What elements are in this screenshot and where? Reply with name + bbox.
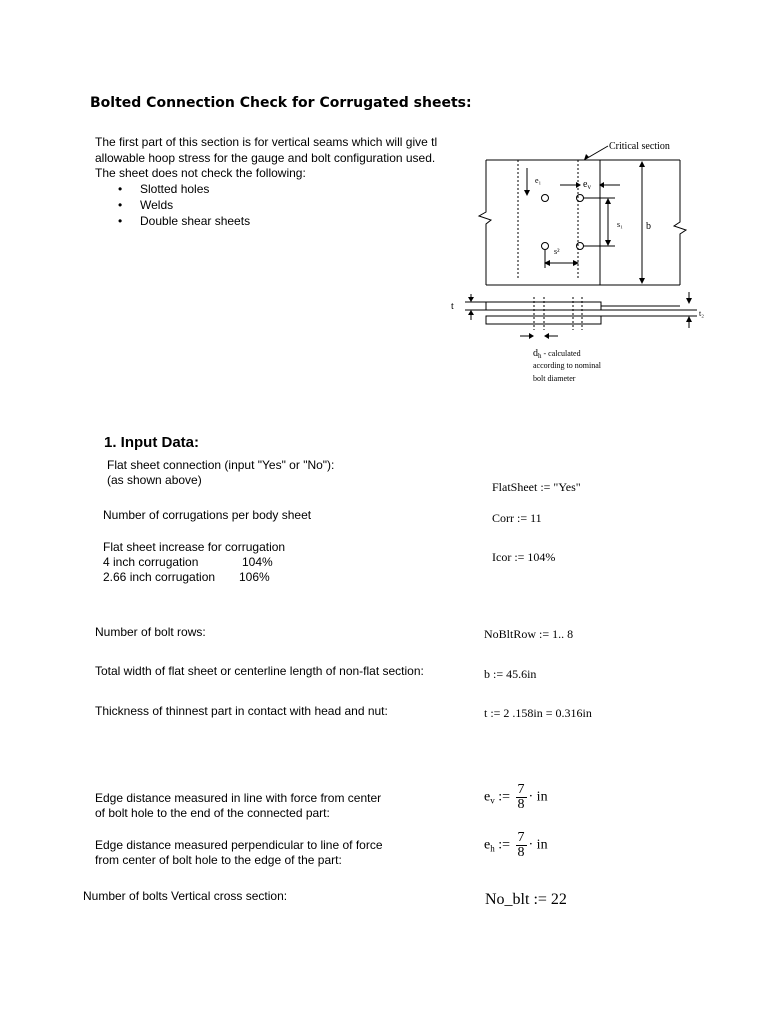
no-blt-value[interactable]: No_blt := 22 (485, 891, 567, 908)
intro-line: allowable hoop stress for the gauge and bolt configuration used. (95, 150, 436, 165)
b-label: b (646, 221, 651, 232)
critical-section-leader (584, 146, 608, 160)
icor-value[interactable]: Icor := 104% (492, 550, 556, 564)
intro-line: The first part of this section is for vertical seams which will give tl (95, 135, 438, 149)
right-break-line (674, 160, 686, 285)
critical-section-label: Critical section (609, 141, 670, 152)
eh-value[interactable]: $e_h$ := $\frac{7}{8}$ · in (484, 830, 548, 860)
bolt-hole (542, 195, 549, 202)
ev-label (95, 791, 381, 821)
left-break-line (479, 160, 491, 285)
label-line: Flat sheet connection (input "Yes" or "No"): (107, 458, 335, 472)
list-item (118, 181, 250, 197)
arrowhead-icon (529, 333, 534, 339)
thickness-label: Thickness of thinnest part in contact with head and nut: (95, 704, 388, 718)
arrowhead-icon (639, 278, 645, 284)
icor-table-row: 2.66 inch corrugation 106% (103, 570, 270, 584)
t2-label: t₂ (699, 309, 705, 318)
label-line: from center of bolt hole to the edge of the part: (95, 853, 342, 867)
icor-label (103, 540, 285, 585)
fraction: $\frac{7}{8}$ (517, 830, 525, 860)
eh-label (95, 838, 383, 868)
bolt-hole (542, 243, 549, 250)
ev-value[interactable]: $e_v$ := $\frac{7}{8}$ · in (484, 782, 548, 812)
b-value[interactable]: b := 45.6in (484, 667, 537, 681)
fraction: $\frac{7}{8}$ (517, 782, 525, 812)
bullet-icon: • (118, 182, 123, 196)
label-line: Flat sheet increase for corrugation (103, 540, 286, 554)
intro-line: The sheet does not check the following: (95, 166, 306, 180)
bullet-icon: • (118, 198, 123, 212)
label-line: Edge distance measured in line with force from center (95, 791, 382, 805)
icor-table-row: 4 inch corrugation 104% (103, 555, 273, 569)
s2-label: s² (554, 247, 560, 256)
page-title: Bolted Connection Check for Corrugated sheets: (90, 95, 472, 111)
nobltrow-value[interactable]: NoBltRow := 1.. 8 (484, 627, 574, 641)
list-item-label: Welds (140, 198, 174, 212)
arrowhead-icon (639, 161, 645, 167)
arrowhead-icon (686, 298, 692, 304)
bolt-rows-label: Number of bolt rows: (95, 625, 206, 639)
t-value[interactable]: t := 2 .158in = 0.316in (484, 706, 592, 720)
dh-note: according to nominal (533, 361, 601, 370)
arrowhead-icon (605, 240, 611, 246)
arrowhead-icon (576, 182, 581, 188)
section-heading: 1. Input Data: (104, 434, 200, 451)
ev-label: $e_v$ (583, 179, 591, 191)
intro-paragraph (95, 135, 441, 182)
flat-sheet-label (107, 458, 334, 488)
bullet-icon: • (118, 214, 123, 228)
e1-label: e₁ (535, 176, 542, 185)
dh-note: bolt diameter (533, 374, 576, 383)
list-item-label: Double shear sheets (140, 214, 251, 228)
label-line: (as shown above) (107, 473, 202, 487)
arrowhead-icon (524, 190, 530, 196)
dh-label: $d_h$ $^{- calculated}$ (533, 348, 581, 360)
t-label: t (451, 301, 454, 312)
list-item (118, 213, 250, 229)
exclusions-list (118, 181, 250, 229)
corr-value[interactable]: Corr := 11 (492, 511, 542, 525)
arrowhead-icon (468, 297, 474, 302)
width-label: Total width of flat sheet or centerline length of non-flat section: (95, 664, 424, 678)
num-bolts-label: Number of bolts Vertical cross section: (83, 889, 288, 903)
label-line: Edge distance measured perpendicular to line of force (95, 838, 383, 852)
arrowhead-icon (544, 333, 549, 339)
corrugations-label: Number of corrugations per body sheet (103, 508, 312, 522)
list-item (118, 197, 250, 213)
list-item-label: Slotted holes (140, 182, 210, 196)
flatsheet-value[interactable]: FlatSheet := "Yes" (492, 480, 581, 494)
bolted-connection-diagram (445, 135, 715, 395)
label-line: of bolt hole to the end of the connected part: (95, 806, 330, 820)
arrowhead-icon (605, 198, 611, 204)
s1-label: s₁ (617, 220, 623, 229)
